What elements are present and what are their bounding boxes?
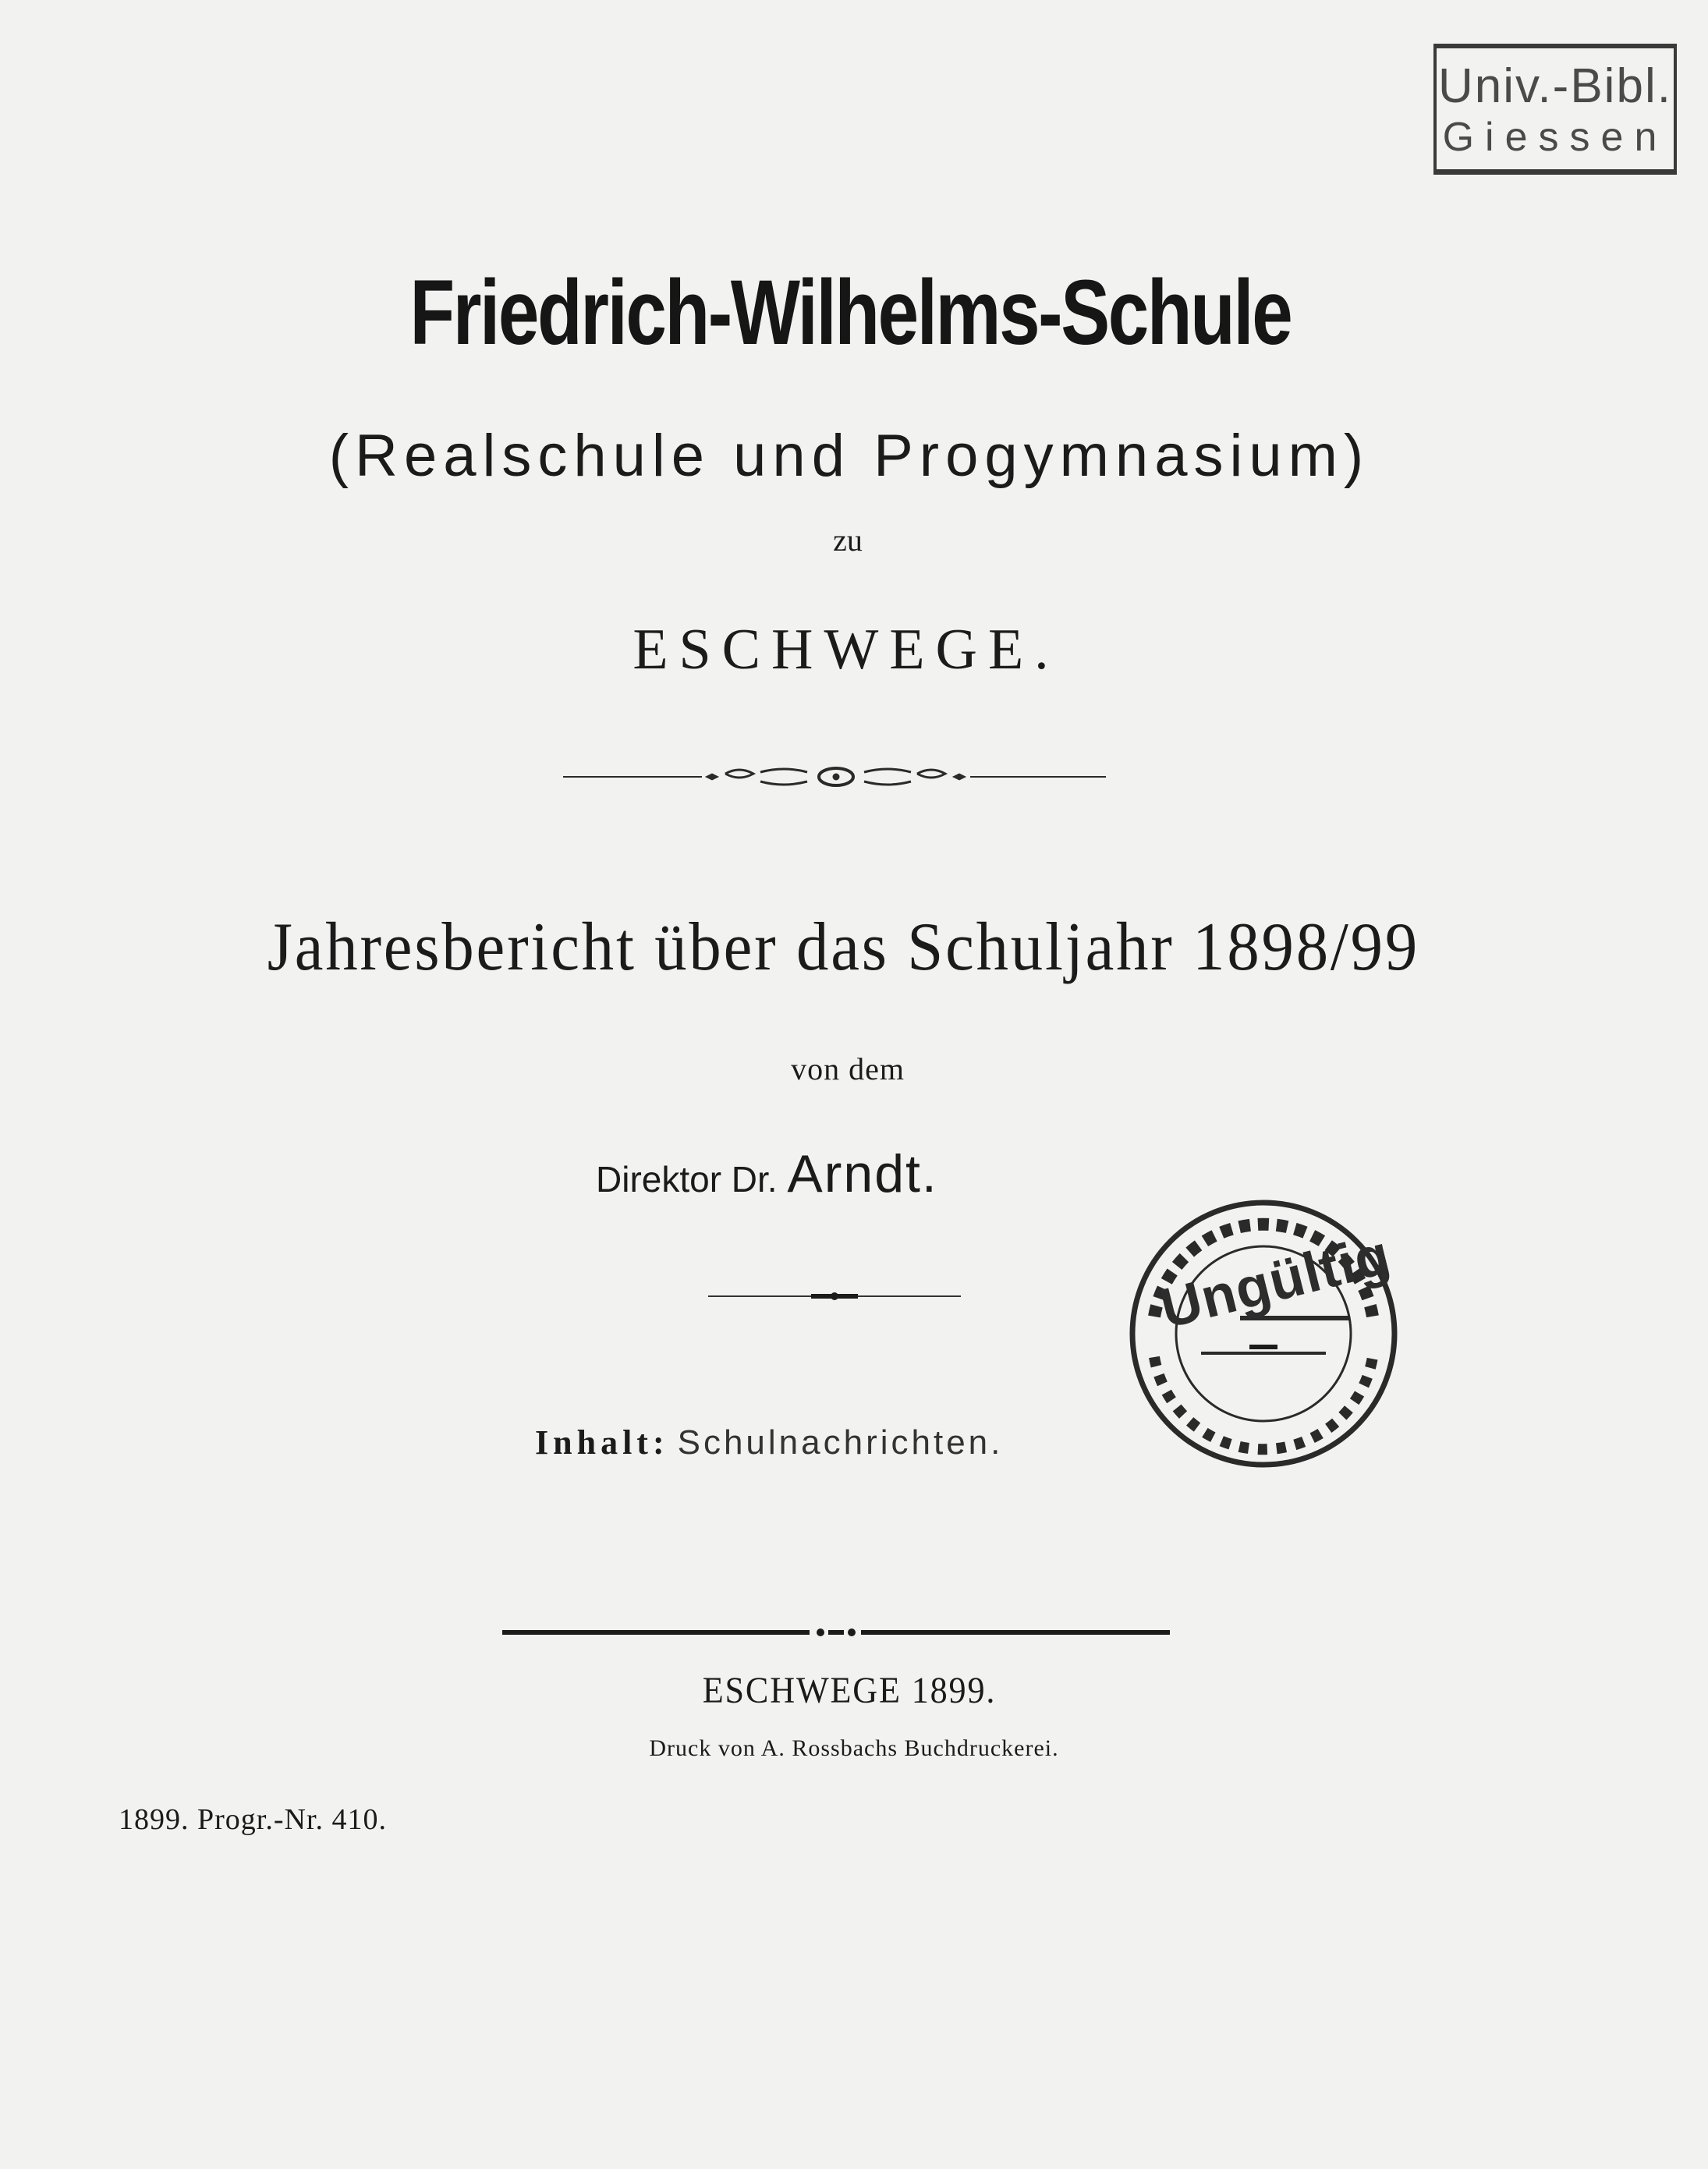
school-subtitle: (Realschule und Progymnasium) xyxy=(328,423,1370,489)
imprint-place-year: ESCHWEGE 1899. xyxy=(702,1670,997,1711)
school-city: ESCHWEGE. xyxy=(633,618,1060,682)
author-intro: von dem xyxy=(791,1051,905,1086)
author-prefix: Direktor Dr. xyxy=(596,1159,778,1200)
ornamental-divider xyxy=(563,768,1106,785)
author-name: Arndt. xyxy=(787,1144,938,1203)
heavy-divider xyxy=(502,1629,1170,1636)
library-stamp-line1: Univ.-Bibl. xyxy=(1438,59,1672,113)
contents-value: Schulnachrichten. xyxy=(677,1423,1004,1462)
printer-line: Druck von A. Rossbachs Buchdruckerei. xyxy=(649,1735,1059,1761)
report-title: Jahresbericht über das Schuljahr 1898/99 xyxy=(267,909,1420,985)
program-number: 1899. Progr.-Nr. 410. xyxy=(119,1803,387,1836)
library-stamp-line2: Giessen xyxy=(1442,115,1668,160)
contents-label: Inhalt: xyxy=(535,1423,669,1462)
school-title: Friedrich-Wilhelms-Schule xyxy=(409,261,1292,364)
invalid-stamp-overprint: Ungültig xyxy=(1154,1223,1397,1341)
small-divider xyxy=(708,1292,961,1300)
preposition: zu xyxy=(833,523,863,558)
